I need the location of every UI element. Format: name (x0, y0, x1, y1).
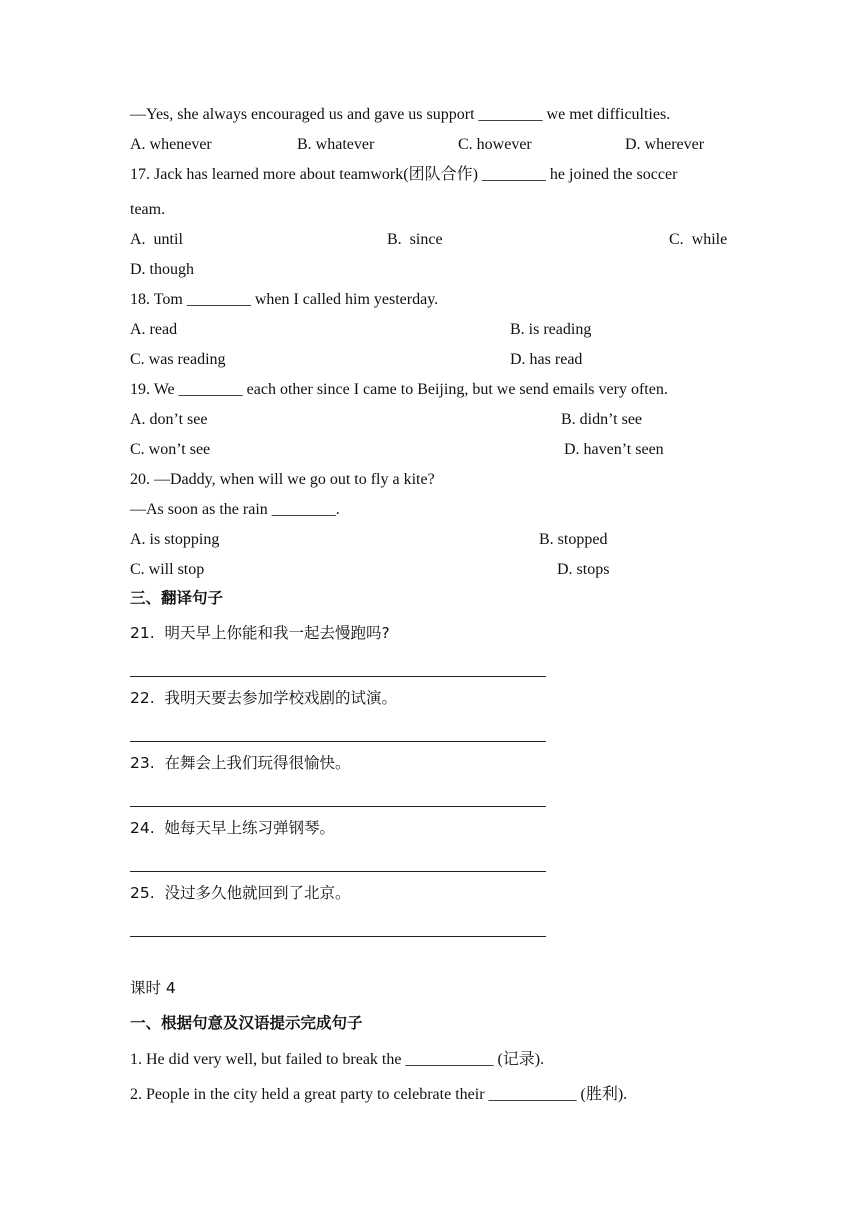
q19-option-b: B. didn’t see (561, 411, 643, 428)
translation-item-24: 24. 她每天早上练习弹钢琴。 (130, 819, 336, 837)
question-17-line-1: 17. Jack has learned more about teamwork(团队合作) ________ he joined the soccer (130, 166, 678, 183)
q16-option-a: A. whenever (130, 136, 212, 153)
q16-option-c: C. however (458, 136, 532, 153)
q19-option-d: D. haven’t seen (564, 441, 664, 458)
answer-line-24 (130, 871, 546, 872)
answer-line-21 (130, 676, 546, 677)
question-20-line-1: 20. —Daddy, when will we go out to fly a kite? (130, 471, 435, 488)
translation-item-21: 21. 明天早上你能和我一起去慢跑吗? (130, 624, 390, 642)
section-3-heading: 三、翻译句子 (130, 589, 224, 607)
q19-option-a: A. don’t see (130, 411, 208, 428)
translation-item-23: 23. 在舞会上我们玩得很愉快。 (130, 754, 351, 772)
question-19: 19. We ________ each other since I came to Beijing, but we send emails very often. (130, 381, 668, 398)
question-17-line-2: team. (130, 201, 166, 218)
translation-item-25: 25. 没过多久他就回到了北京。 (130, 884, 351, 902)
q20-option-c: C. will stop (130, 561, 205, 578)
q18-option-d: D. has read (510, 351, 583, 368)
q19-option-c: C. won’t see (130, 441, 211, 458)
translation-item-22: 22. 我明天要去参加学校戏剧的试演。 (130, 689, 398, 707)
answer-line-23 (130, 806, 546, 807)
q18-option-b: B. is reading (510, 321, 592, 338)
q16-option-d: D. wherever (625, 136, 705, 153)
q17-option-a: A. until (130, 231, 183, 248)
question-18: 18. Tom ________ when I called him yesterday. (130, 291, 439, 308)
q20-option-a: A. is stopping (130, 531, 220, 548)
answer-line-25 (130, 936, 546, 937)
question-20-line-2: —As soon as the rain ________. (130, 501, 340, 518)
q17-option-b: B. since (387, 231, 443, 248)
q17-option-d: D. though (130, 261, 194, 278)
section-1-heading: 一、根据句意及汉语提示完成句子 (130, 1014, 363, 1032)
q16-option-b: B. whatever (297, 136, 375, 153)
q20-option-b: B. stopped (539, 531, 608, 548)
q17-option-c: C. while (669, 231, 728, 248)
q18-option-a: A. read (130, 321, 178, 338)
answer-line-22 (130, 741, 546, 742)
fill-item-1: 1. He did very well, but failed to break the ___________ (记录). (130, 1051, 545, 1068)
q20-option-d: D. stops (557, 561, 610, 578)
q18-option-c: C. was reading (130, 351, 226, 368)
fill-item-2: 2. People in the city held a great party to celebrate their ___________ (胜利). (130, 1086, 628, 1103)
question-16-dialogue: —Yes, she always encouraged us and gave us support ________ we met difficulties. (130, 106, 671, 123)
lesson-label: 课时 4 (130, 979, 176, 997)
